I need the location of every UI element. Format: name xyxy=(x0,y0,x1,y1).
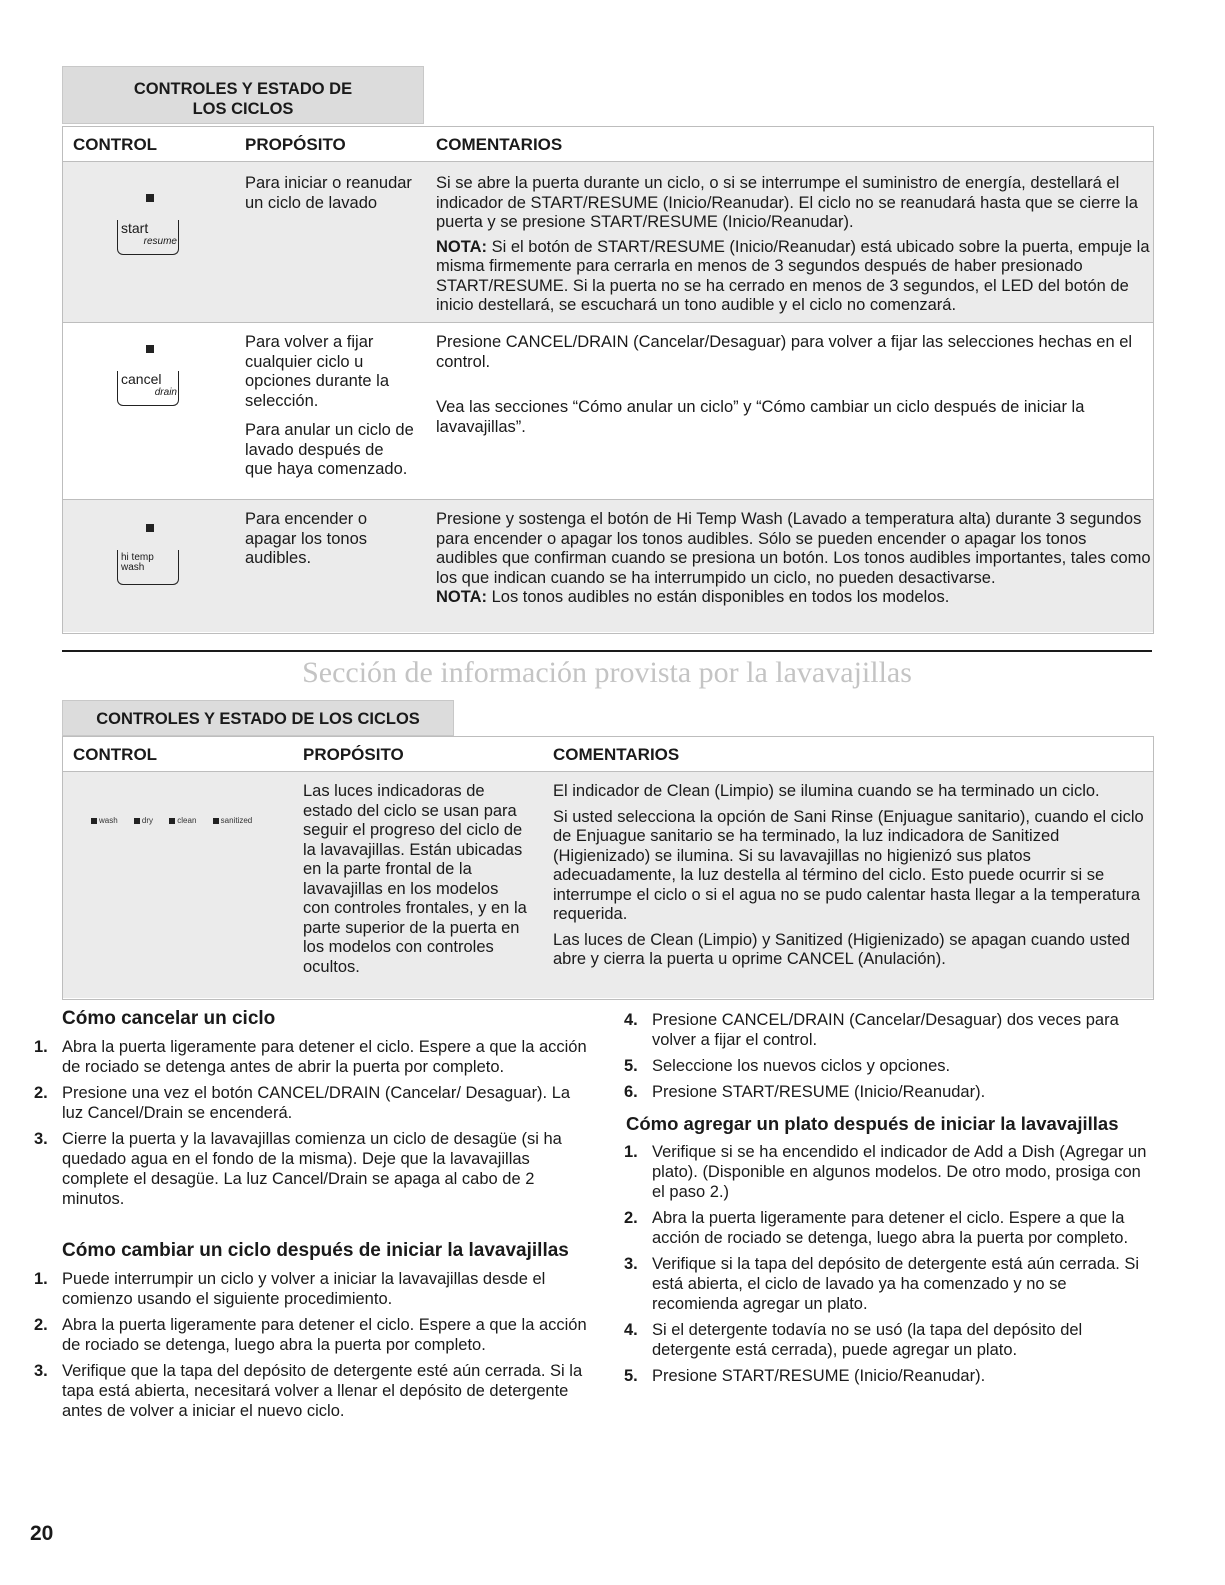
table2 xyxy=(62,736,1154,1000)
list-item: 1. Puede interrumpir un ciclo y volver a iniciar la lavavajillas desde el comienzo usando el siguiente procedimiento. xyxy=(34,1270,546,1308)
cancel-drain-button-icon xyxy=(117,371,181,411)
cycle-status-indicators xyxy=(91,816,266,825)
led-icon xyxy=(213,818,219,824)
row-purpose: Para volver a fijar cualquier ciclo u opciones durante la selección. Para anular un ciclo de lavado después de que haya comenzado. xyxy=(245,333,414,478)
list-item: 6. Presione START/RESUME (Inicio/Reanudar). xyxy=(624,1083,986,1101)
table-row xyxy=(63,772,1153,998)
list-item: 1. Verifique si se ha encendido el indicador de Add a Dish (Agregar un plato). (Disponible en algunos modelos. De otro modo, prosiga con el paso 2.) xyxy=(624,1143,1147,1201)
indicator-clean: clean xyxy=(169,816,196,825)
led-icon xyxy=(169,818,175,824)
button-sub-label: wash xyxy=(121,562,145,573)
led-icon xyxy=(146,345,154,353)
table-row xyxy=(63,162,1153,323)
change-steps xyxy=(34,1269,594,1427)
table2-header xyxy=(63,737,1153,772)
divider xyxy=(62,650,1152,652)
table-row xyxy=(63,500,1153,632)
change-steps-continued xyxy=(624,1010,1144,1108)
indicator-wash: wash xyxy=(91,816,118,825)
table-row xyxy=(63,323,1153,500)
led-icon xyxy=(146,194,154,202)
list-item: 5. Presione START/RESUME (Inicio/Reanudar). xyxy=(624,1367,986,1385)
row-purpose: Las luces indicadoras de estado del ciclo se usan para seguir el progreso del ciclo de la lavavajillas. Están ubicadas en la parte frontal de la lavavajillas en los modelos con controles frontales, y en la parte superior de la puerta en los modelos con controles ocultos. xyxy=(303,782,527,976)
list-item: 2. Abra la puerta ligeramente para detener el ciclo. Espere a que la acción de rociado se detenga, luego abra la puerta por completo. xyxy=(34,1316,587,1354)
start-resume-button-icon xyxy=(117,220,181,260)
button-main-label: cancel xyxy=(121,371,162,387)
indicator-dry: dry xyxy=(134,816,153,825)
list-item: 3. Verifique si la tapa del depósito de detergente está aún cerrada. Si está abierta, el ciclo de lavado ya ha comenzado y no se recomienda agregar un plato. xyxy=(624,1255,1140,1313)
table1-title xyxy=(62,66,424,124)
table1-header xyxy=(63,127,1153,162)
list-item: 2. Presione una vez el botón CANCEL/DRAIN (Cancelar/ Desaguar). La luz Cancel/Drain se encenderá. xyxy=(34,1084,571,1122)
row-comments: Si se abre la puerta durante un ciclo, o si se interrumpe el suministro de energía, destellará el indicador de START/RESUME (Inicio/Reanudar). El ciclo no se reanudará hasta que se cierre la puerta y se presione START/RESUME (Inicio/Reanudar). NOTA: Si el botón de START/RESUME (Inicio/Reanudar) está ubicado sobre la puerta, empuje la misma firmemente para cerrarla en menos de 3 segundos después de haber presionado START/RESUME. Si la puerta no se ha cerrado en menos de 3 segundos, el LED del botón de inicio destellará, se escuchará un tono audible y el ciclo no comenzará. xyxy=(436,174,1150,314)
header-control: CONTROL xyxy=(73,745,158,764)
row-purpose: Para iniciar o reanudar un ciclo de lavado xyxy=(245,174,412,212)
table2-title: CONTROLES Y ESTADO DE LOS CICLOS xyxy=(62,700,454,736)
led-icon xyxy=(134,818,140,824)
list-item: 2. Abra la puerta ligeramente para detener el ciclo. Espere a que la acción de rociado se detenga, luego abra la puerta por completo. xyxy=(624,1209,1129,1247)
row-comments: Presione CANCEL/DRAIN (Cancelar/Desaguar) para volver a fijar las selecciones hechas en el control. Vea las secciones “Cómo anular un ciclo” y “Cómo cambiar un ciclo después de iniciar la lavavajillas”. xyxy=(436,333,1133,436)
list-item: 4. Presione CANCEL/DRAIN (Cancelar/Desaguar) dos veces para volver a fijar el control. xyxy=(624,1011,1119,1049)
list-item: 3. Cierre la puerta y la lavavajillas comienza un ciclo de desagüe (si ha quedado agua en el fondo de la misma). Deje que la lavavajillas complete el desagüe. La luz Cancel/Drain se apaga al cabo de 2 minutos. xyxy=(34,1130,562,1208)
hi-temp-wash-button-icon xyxy=(117,550,181,590)
list-item: 5. Seleccione los nuevos ciclos y opciones. xyxy=(624,1057,951,1075)
indicator-sanitized: sanitized xyxy=(213,816,253,825)
list-item: 1. Abra la puerta ligeramente para detener el ciclo. Espere a que la acción de rociado se detenga antes de abrir la puerta por completo. xyxy=(34,1038,587,1076)
cancel-steps xyxy=(34,1037,594,1215)
table1-title-line1: CONTROLES Y ESTADO DE xyxy=(133,80,353,98)
section-banner: Sección de información provista por la lavavajillas xyxy=(302,656,912,689)
header-comments: COMENTARIOS xyxy=(553,745,680,764)
section-title-cancel: Cómo cancelar un ciclo xyxy=(62,1008,276,1029)
led-icon xyxy=(91,818,97,824)
list-item: 4. Si el detergente todavía no se usó (la tapa del depósito del detergente está cerrada), puede agregar un plato. xyxy=(624,1321,1083,1359)
row-purpose: Para encender o apagar los tonos audibles. xyxy=(245,510,368,567)
section-title-change: Cómo cambiar un ciclo después de iniciar la lavavajillas xyxy=(62,1240,569,1261)
row-comments: El indicador de Clean (Limpio) se ilumina cuando se ha terminado un ciclo. Si usted selecciona la opción de Sani Rinse (Enjuague sanitario), cuando el ciclo de Enjuague sanitario se ha terminado, la luz indicadora de Sanitized (Higienizado) se ilumina. Si su lavavajillas no higienizó sus platos adecuadamente, la luz destella al término del ciclo. Esto puede ocurrir si se interrumpe el ciclo o si el agua no se pudo calentar hasta llegar a la temperatura requerida. Las luces de Clean (Limpio) y Sanitized (Higienizado) se apagan cuando usted abre y cierra la puerta u oprime CANCEL (Anulación). xyxy=(553,782,1144,968)
table1-title-line2: LOS CICLOS xyxy=(192,100,294,118)
led-icon xyxy=(146,524,154,532)
header-control: CONTROL xyxy=(73,135,158,154)
header-purpose: PROPÓSITO xyxy=(303,745,404,764)
button-main-label: hi temp xyxy=(121,552,154,563)
header-purpose: PROPÓSITO xyxy=(245,135,346,154)
button-main-label: start xyxy=(121,220,149,236)
header-comments: COMENTARIOS xyxy=(436,135,563,154)
table1 xyxy=(62,126,1154,634)
row-comments: Presione y sostenga el botón de Hi Temp Wash (Lavado a temperatura alta) durante 3 segundos para encender o apagar los tonos audibles. Sólo se pueden encender o apagar los tonos audibles que confirman cuando se presiona un botón. Los tonos audibles importantes, tales como los que indican cuando se ha interrumpido un ciclo, no pueden desactivarse. NOTA: Los tonos audibles no están disponibles en todos los modelos. xyxy=(436,510,1151,606)
button-sub-label: resume xyxy=(143,236,177,247)
button-sub-label: drain xyxy=(154,387,177,398)
add-steps xyxy=(624,1142,1149,1392)
list-item: 3. Verifique que la tapa del depósito de detergente esté aún cerrada. Si la tapa está abierta, necesitará volver a llenar el depósito de detergente antes de volver a iniciar el nuevo ciclo. xyxy=(34,1362,583,1420)
section-title-add: Cómo agregar un plato después de iniciar la lavavajillas xyxy=(626,1113,1119,1134)
page-number: 20 xyxy=(30,1522,54,1545)
